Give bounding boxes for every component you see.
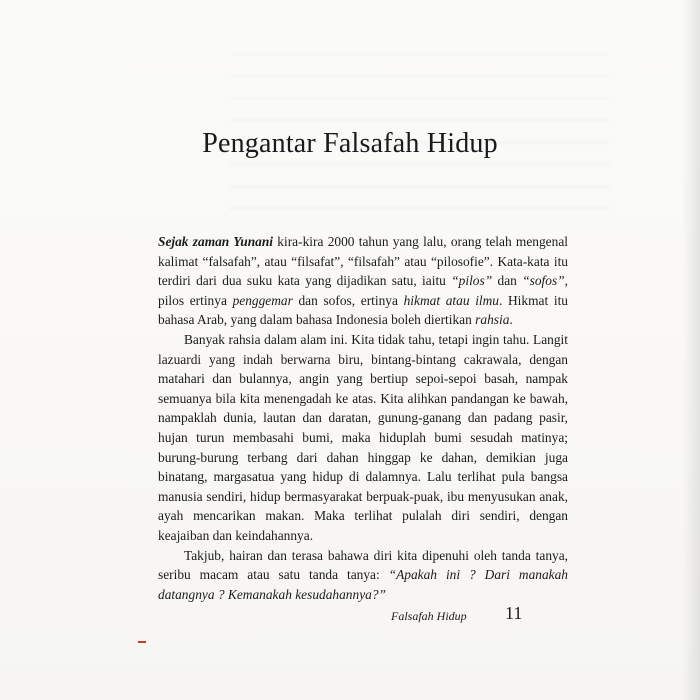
text-run: Takjub, hairan dan terasa bahawa diri kita dipenuhi oleh tanda tanya, seribu macam atau satu tanda tanya:: [158, 547, 568, 583]
paragraph-2: Banyak rahsia dalam alam ini. Kita tidak tahu, tetapi ingin tahu. Langit lazuardi yang indah berwarna biru, bintang-bintang cakrawala, dengan matahari dan bulannya, angin yang bertiup sepoi-sepoi basah, nampak semuanya bila kita menengadah ke atas. Kita alihkan pandangan ke bawah, nampaklah dunia, lautan dan daratan, gunung-ganang dan padang pasir, hujan turun membasahi bumi, maka hiduplah bumi sesudah matinya; burung-burung terbang dari dahan hinggap ke dahan, demikian juga binatang, margasatua yang hidup di dalamnya. Lalu terlihat pula bangsa manusia sendiri, hidup bermasyarakat berpuak-puak, ibu menyusukan anak, ayah mencarikan makan. Maka terlihat pulalah diri sendiri, dengan keajaiban dan keindahannya.: [158, 331, 568, 543]
italic-sofos: “sofos”: [522, 273, 565, 289]
running-footer-title: Falsafah Hidup: [391, 609, 467, 623]
text-run: .: [509, 312, 513, 328]
paragraph-3: [158, 546, 568, 605]
text-run: kira-kira 2000 tahun yang lalu, orang telah mengenal kalimat “falsafah”, atau “filsafat”, “filsafah” atau “pilosofie”. Kata-kata itu terdiri dari dua suku kata yang dijadikan satu, iaitu: [158, 234, 568, 289]
chapter-title: Pengantar Falsafah Hidup: [202, 128, 498, 159]
text-run: dan sofos, ertinya: [292, 292, 404, 308]
text-run: dan: [492, 273, 523, 289]
paragraph-1: [158, 232, 568, 330]
page-edge-shadow: [682, 0, 700, 700]
body-text: [158, 232, 568, 604]
red-margin-mark: [138, 641, 146, 643]
italic-hikmat: hikmat atau ilmu: [403, 292, 499, 308]
text-run: , pilos ertinya: [158, 273, 568, 308]
italic-rahsia: rahsia: [475, 312, 510, 328]
page-number: 11: [505, 603, 523, 623]
lead-phrase: Sejak zaman Yunani: [158, 234, 274, 249]
italic-quote: “Apakah ini ? Dari manakah datangnya ? Kemanakah kesudahannya?”: [158, 567, 569, 602]
italic-penggemar: penggemar: [232, 292, 293, 308]
text-run: . Hikmat itu bahasa Arab, yang dalam bahasa Indonesia boleh diertikan: [158, 292, 568, 328]
italic-pilos: “pilos”: [451, 273, 493, 289]
